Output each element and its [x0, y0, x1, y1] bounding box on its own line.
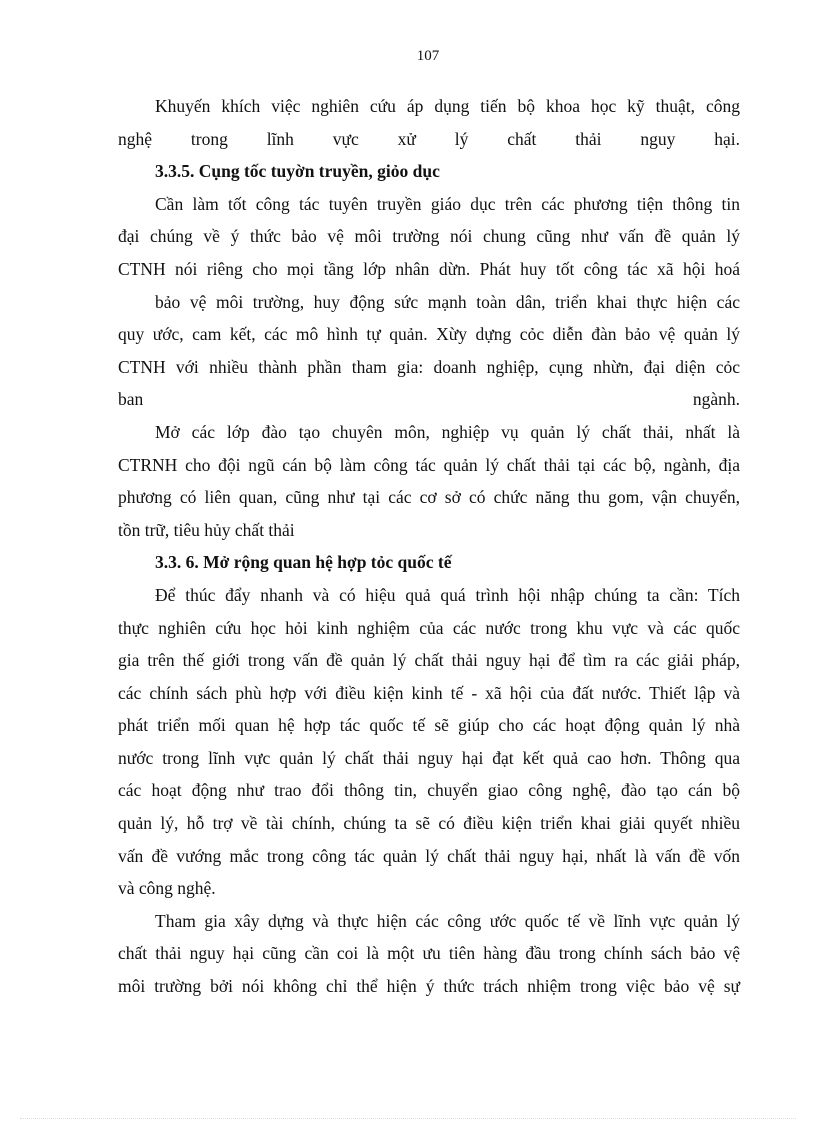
paragraph-line: thực nghiên cứu học hỏi kinh nghiệm của các nước trong khu vực và các quốc — [118, 617, 740, 638]
paragraph-line: quản lý, hỗ trợ về tài chính, chúng ta sẽ có điều kiện triển khai giải quyết nhiều — [118, 813, 740, 834]
paragraph-line: phát triển mối quan hệ hợp tác quốc tế sẽ giúp cho các hoạt động quản lý nhà — [118, 715, 740, 736]
paragraph-line: Để thúc đẩy nhanh và có hiệu quả quá trình hội nhập chúng ta cần: Tích — [155, 584, 740, 605]
paragraph-line: CTNH với nhiều thành phần tham gia: doanh nghiệp, cụng nhừn, đại diện cỏc — [118, 356, 740, 377]
paragraph-line: Cần làm tốt công tác tuyên truyền giáo dục trên các phương tiện thông tin — [155, 193, 740, 214]
paragraph-line: Tham gia xây dựng và thực hiện các công ước quốc tế về lĩnh vực quản lý — [155, 910, 740, 931]
paragraph-line — [118, 383, 740, 416]
line-end-word: ngành. — [692, 389, 740, 410]
paragraph-line: quy ước, cam kết, các mô hình tự quản. Xừy dựng cỏc diễn đàn bảo vệ quản lý — [118, 324, 740, 345]
paragraph-line: vấn đề vướng mắc trong công tác quản lý chất thải nguy hại, nhất là vấn đề vốn — [118, 845, 740, 866]
paragraph-line: CTNH nói riêng cho mọi tầng lớp nhân dừn. Phát huy tốt công tác xã hội hoá — [118, 258, 740, 279]
paragraph-line: CTRNH cho đội ngũ cán bộ làm công tác quản lý chất thải tại các bộ, ngành, địa — [118, 454, 740, 475]
paragraph-line: phương có liên quan, cũng như tại các cơ sở có chức năng thu gom, vận chuyển, — [118, 487, 740, 508]
paragraph-line: Khuyến khích việc nghiên cứu áp dụng tiến bộ khoa học kỹ thuật, công — [155, 96, 740, 116]
paragraph-line: chất thải nguy hại cũng cần coi là một ưu tiên hàng đầu trong chính sách bảo vệ — [118, 943, 740, 964]
section-heading: 3.3. 6. Mở rộng quan hệ hợp tỏc quốc tế — [155, 552, 452, 573]
section-heading: 3.3.5. Cụng tốc tuyờn truyền, giỏo dục — [155, 161, 440, 182]
paragraph-line: môi trường bởi nói không chỉ thể hiện ý thức trách nhiệm trong việc bảo vệ sự — [118, 976, 740, 997]
paragraph-line: nước trong lĩnh vực quản lý chất thải nguy hại đạt kết quả cao hơn. Thông qua — [118, 747, 740, 768]
page-bottom-divider — [20, 1118, 796, 1119]
paragraph-line: đại chúng về ý thức bảo vệ môi trường nói chung cũng như vấn đề quản lý — [118, 226, 740, 247]
document-body — [118, 90, 740, 1003]
paragraph-line: tồn trữ, tiêu hủy chất thải — [118, 519, 295, 540]
paragraph-line: và công nghệ. — [118, 878, 216, 899]
paragraph-line: bảo vệ môi trường, huy động sức mạnh toàn dân, triển khai thực hiện các — [155, 291, 740, 312]
paragraph-line: gia trên thế giới trong vấn đề quản lý chất thải nguy hại để tìm ra các giải pháp, — [118, 650, 740, 671]
line-start-word: ban — [118, 389, 144, 410]
page-number: 107 — [416, 48, 440, 64]
paragraph-line: Mở các lớp đào tạo chuyên môn, nghiệp vụ quản lý chất thải, nhất là — [155, 421, 740, 442]
paragraph-line: các chính sách phù hợp với điều kiện kinh tế - xã hội của đất nước. Thiết lập và — [118, 682, 740, 703]
paragraph-line: các hoạt động như trao đổi thông tin, chuyển giao công nghệ, đào tạo cán bộ — [118, 780, 740, 801]
paragraph-line: nghệ trong lĩnh vực xử lý chất thải nguy hại. — [118, 128, 740, 149]
